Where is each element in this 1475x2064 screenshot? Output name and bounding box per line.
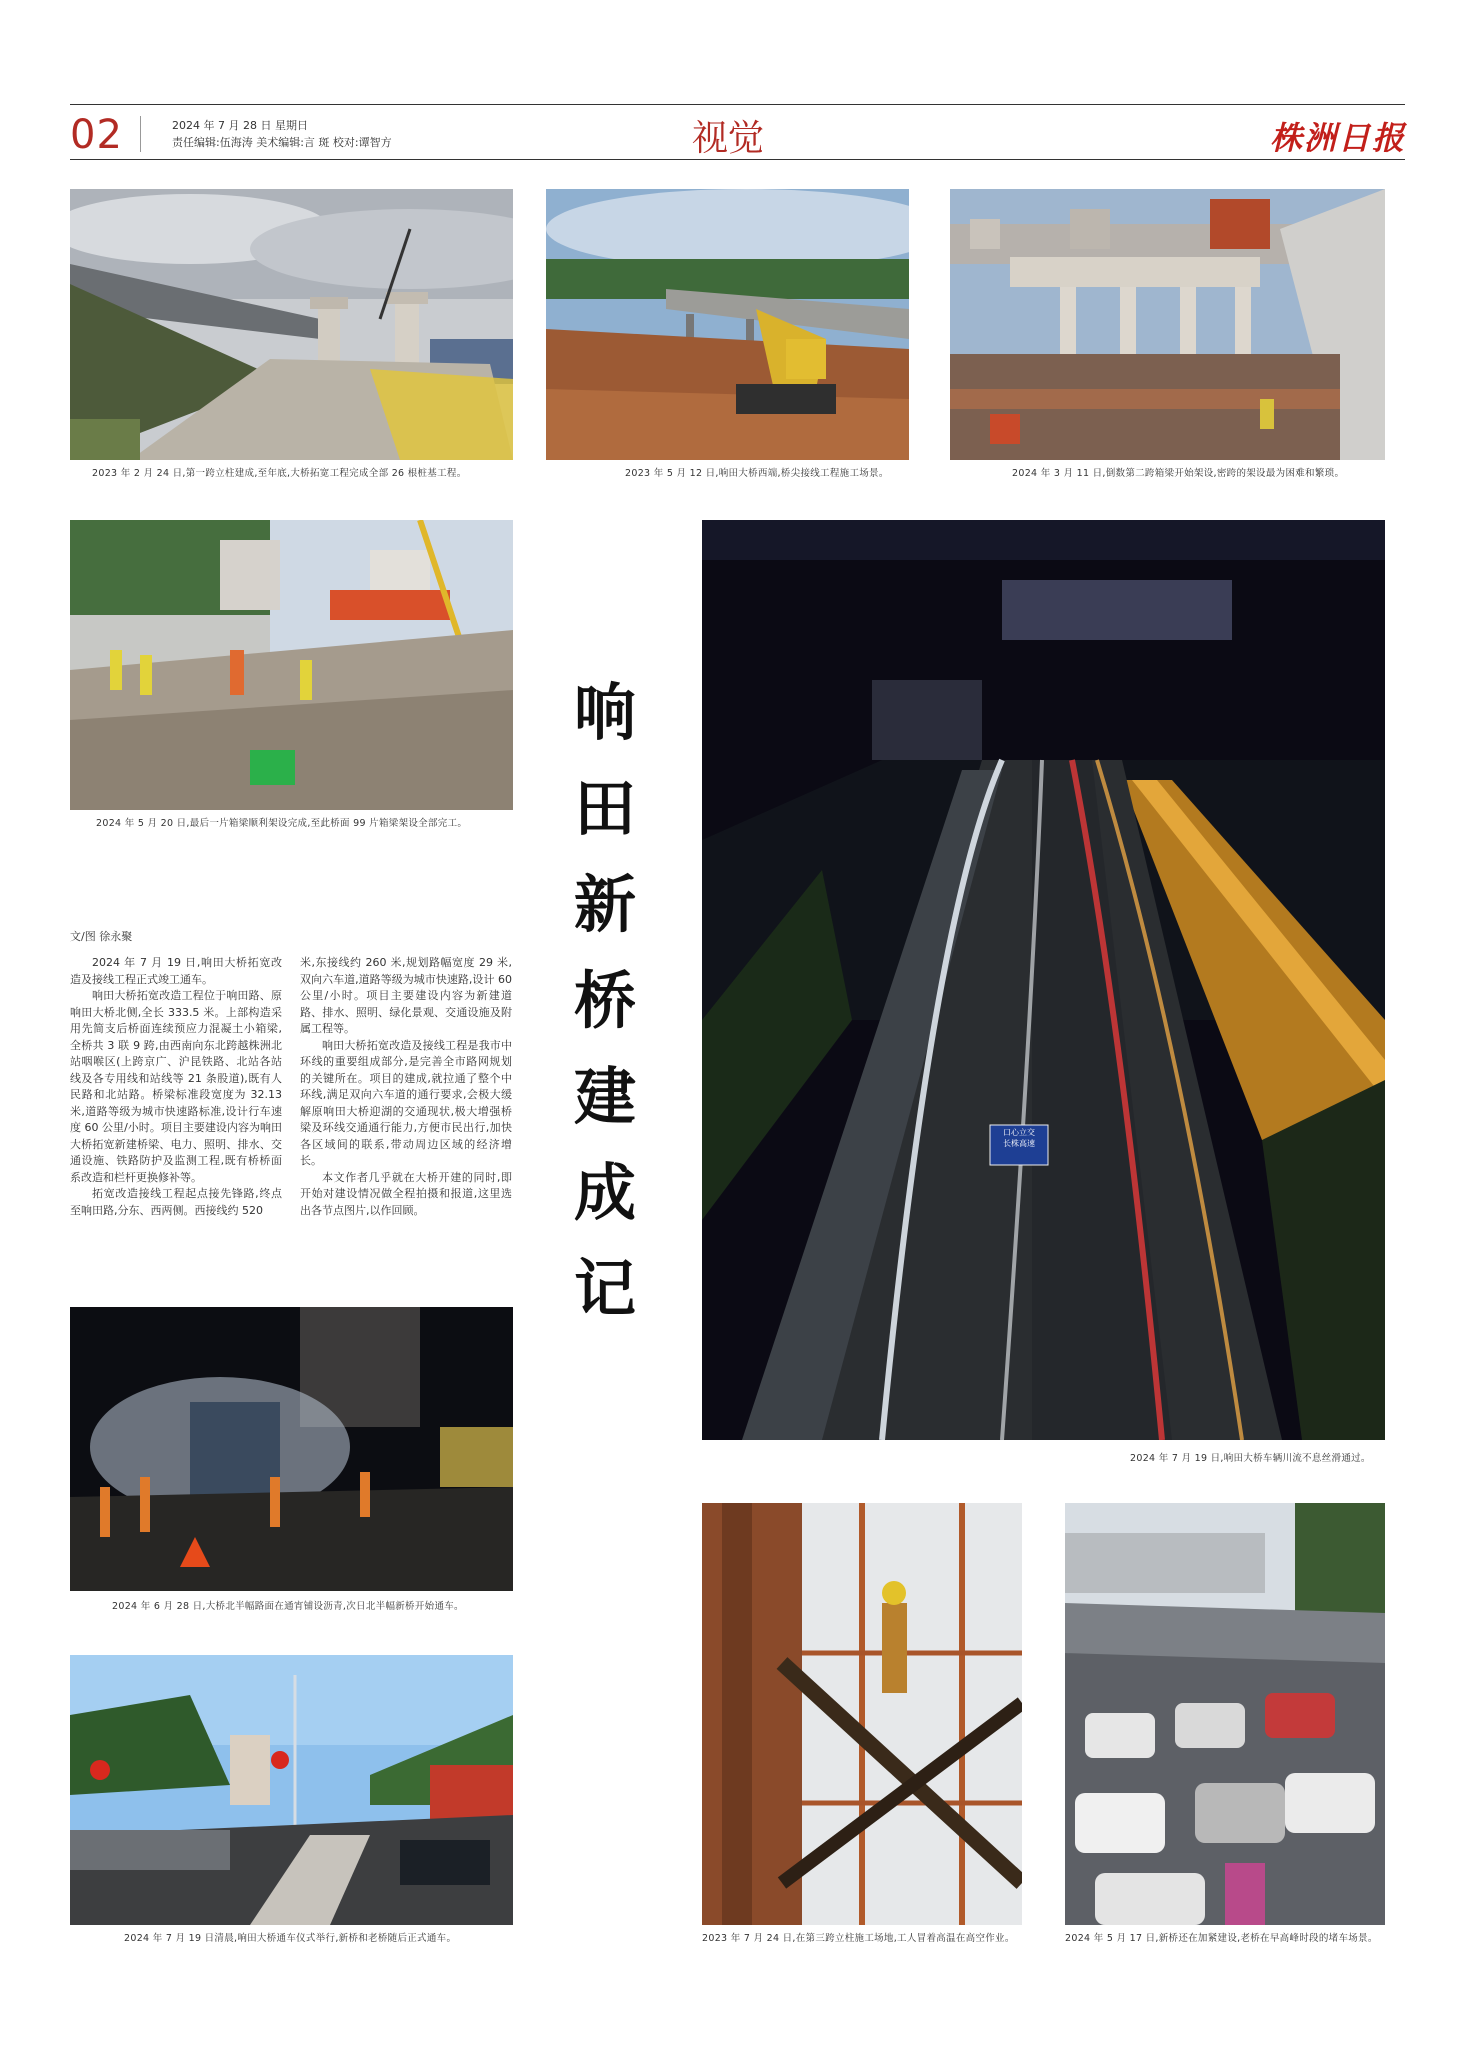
headline-char: 建 — [573, 1060, 636, 1133]
article-paragraph: 响田大桥拓宽改造及接线工程是我市中环线的重要组成部分,是完善全市路网规划的关键所在。项目的建成,就拉通了整个中环线,满足双向六车道的通行要求,会极大缓解原响田大桥迎湖的交通现状,极大增强桥梁及环线交通通行能力,方便市民出行,加快各区域间的联系,带动周边区域的经济增长。 — [300, 1038, 512, 1167]
caption-photo-8: 2023 年 7 月 24 日,在第三跨立柱施工场地,工人冒着高温在高空作业。 — [702, 1933, 1015, 1944]
caption-photo-3: 2024 年 3 月 11 日,倒数第二跨箱梁开始架设,密跨的架设最为困难和繁琐。 — [1012, 468, 1345, 479]
caption-photo-4: 2024 年 5 月 20 日,最后一片箱梁顺利架设完成,至此桥面 99 片箱梁架设全部完工。 — [96, 818, 468, 829]
article-column-1 — [70, 955, 282, 1219]
photo-opening-ceremony — [70, 1655, 513, 1925]
photo-pier-caps — [950, 189, 1385, 460]
headline-char: 新 — [573, 868, 636, 941]
article-paragraph: 响田大桥拓宽改造工程位于响田路、原响田大桥北侧,全长 333.5 米。上部构造采用先简支后桥面连续预应力混凝土小箱梁,全桥共 3 联 9 跨,由西南向东北跨越株洲北站咽喉区(上跨京广、沪昆铁路、北站各站线及各专用线和站线等 21 条股道),既有人民路和北站路。桥梁标准段宽度为 32.13 米,道路等级为城市快速路标准,设计行车速度 60 公里/小时。项目主要建设内容为响田大桥拓宽新建桥梁、电力、照明、排水、交通设施、铁路防护及监测工程,既有桥桥面系改造和栏杆更换修补等。 — [70, 989, 282, 1184]
caption-photo-1: 2023 年 2 月 24 日,第一跨立柱建成,至年底,大桥拓宽工程完成全部 26 根桩基工程。 — [92, 468, 467, 479]
caption-photo-2: 2023 年 5 月 12 日,响田大桥西端,桥尖接线工程施工场景。 — [625, 468, 889, 479]
caption-hero: 2024 年 7 月 19 日,响田大桥车辆川流不息丝滑通过。 — [1130, 1453, 1371, 1464]
caption-photo-9: 2024 年 5 月 17 日,新桥还在加紧建设,老桥在早高峰时段的堵车场景。 — [1065, 1933, 1378, 1944]
caption-photo-7: 2024 年 7 月 19 日清晨,响田大桥通车仪式举行,新桥和老桥随后正式通车。 — [124, 1933, 457, 1944]
photo-hero-night-traffic — [702, 520, 1385, 1440]
photo-workers-deck — [70, 520, 513, 810]
photo-worker-scaffold — [702, 1503, 1022, 1925]
article-paragraph: 本文作者几乎就在大桥开建的同时,即开始对建设情况做全程拍摄和报道,这里选出各节点图片,以作回顾。 — [300, 1170, 512, 1217]
page-number: 02 — [70, 112, 123, 158]
header-divider — [140, 116, 141, 152]
headline-char: 田 — [573, 772, 636, 845]
date-line: 2024 年 7 月 28 日 星期日 — [172, 119, 308, 132]
photo-night-paving — [70, 1307, 513, 1591]
article-paragraph: 米,东接线约 260 米,规划路幅宽度 29 米,双向六车道,道路等级为城市快速路,设计 60 公里/小时。项目主要建设内容为新建道路、排水、照明、绿化景观、交通设施及附属工程等。 — [300, 956, 512, 1035]
header-top-rule — [70, 104, 1405, 105]
photo-traffic-jam — [1065, 1503, 1385, 1925]
headline-char: 桥 — [573, 964, 636, 1037]
headline-char: 响 — [573, 676, 636, 749]
hero-road-sign — [991, 1127, 1047, 1149]
article-paragraph: 2024 年 7 月 19 日,响田大桥拓宽改造及接线工程正式竣工通车。 — [70, 956, 282, 986]
section-title: 视觉 — [692, 118, 765, 159]
road-sign-line: 长株高速 — [1003, 1139, 1035, 1148]
header-meta — [172, 117, 392, 151]
article-column-2 — [300, 955, 512, 1219]
photo-bridge-piers — [70, 189, 513, 460]
headline-char: 记 — [573, 1252, 636, 1325]
photo-excavator — [546, 189, 909, 460]
caption-photo-6: 2024 年 6 月 28 日,大桥北半幅路面在通宵铺设沥青,次日北半幅新桥开始通车。 — [112, 1601, 464, 1612]
road-sign-line: 口心立交 — [1003, 1128, 1035, 1137]
header-bottom-rule — [70, 159, 1405, 160]
newspaper-logo: 株洲日报 — [1270, 119, 1407, 157]
headline-vertical — [570, 665, 640, 1337]
byline: 文/图 徐永聚 — [70, 930, 133, 943]
article-paragraph: 拓宽改造接线工程起点接先锋路,终点至响田路,分东、西两侧。西接线约 520 — [70, 1187, 282, 1217]
headline-char: 成 — [573, 1156, 636, 1229]
editors-line: 责任编辑:伍海涛 美术编辑:言 斑 校对:谭智方 — [172, 136, 392, 149]
